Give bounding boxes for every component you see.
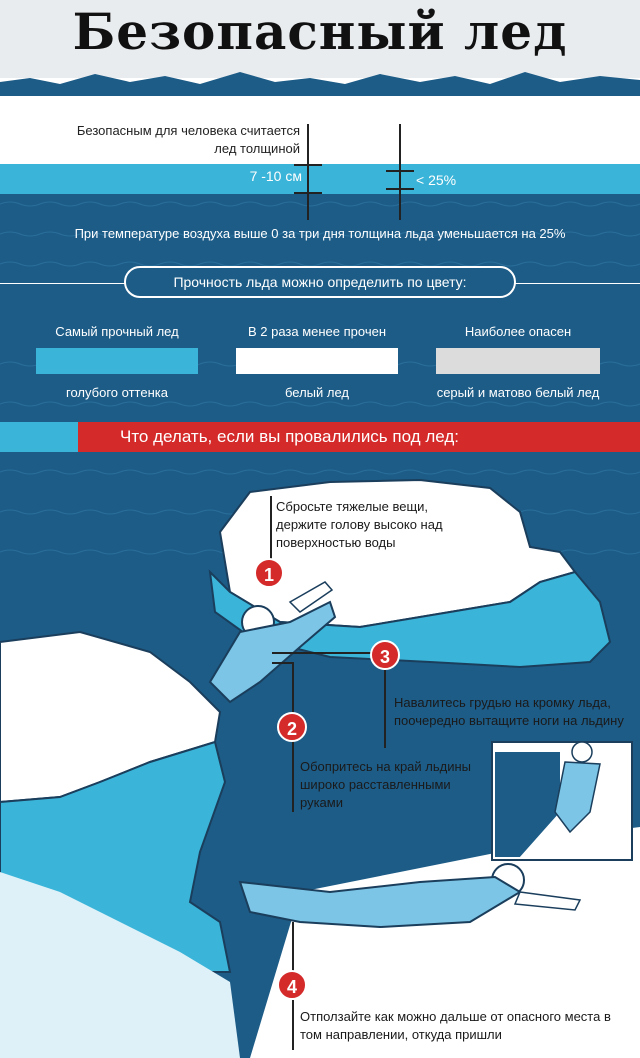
thickness-marker-line-1 (307, 124, 309, 220)
thickness-marker-line-2 (399, 124, 401, 220)
thickness-value: 7 -10 см (249, 168, 302, 184)
page-title: Безопасный лед (72, 2, 568, 61)
step-4-text: Отползайте как можно дальше от опасного места в том направлении, откуда пришли (300, 1009, 611, 1042)
step-3-text: Навалитесь грудью на кромку льда, поочередно вытащите ноги на льдину (394, 695, 624, 728)
thickness-intro: Безопасным для человека считается лед толщиной (76, 123, 300, 156)
step-1-text: Сбросьте тяжелые вещи, держите голову высоко над поверхностью воды (276, 499, 443, 550)
step-2-badge: 2 (277, 712, 307, 742)
step-3-leader-v (384, 670, 386, 748)
color-heading: Прочность льда можно определить по цвету: (173, 274, 467, 290)
thickness-tick-bottom-2 (386, 188, 414, 190)
mountain-silhouette (0, 62, 640, 96)
step-3-leader-h (272, 652, 384, 654)
step-1-leader (270, 496, 272, 560)
ice-band (0, 164, 640, 194)
thickness-reduction: < 25% (416, 172, 457, 188)
step-4-leader-bottom (292, 1000, 294, 1050)
thickness-tick-top-1 (294, 164, 322, 166)
step-2-leader-h (272, 662, 294, 664)
swatch-caption-3: серый и матово белый лед (436, 385, 600, 400)
step-2-leader-top (292, 662, 294, 712)
step-1-badge: 1 (254, 558, 284, 588)
swatch-grey (436, 348, 600, 374)
thickness-tick-bottom-1 (294, 192, 322, 194)
color-heading-pill (124, 266, 516, 298)
banner-text: Что делать, если вы провалились под лед: (120, 427, 459, 446)
thickness-tick-top-2 (386, 170, 414, 172)
banner-red (78, 422, 640, 452)
step-2-text: Обопритесь на край льдины широко расставленными руками (300, 759, 472, 810)
swatch-blue (36, 348, 198, 374)
swatch-white (236, 348, 398, 374)
swatch-caption-2: белый лед (284, 385, 350, 400)
step-2-leader-bottom (292, 742, 294, 812)
swatch-label-3: Наиболее опасен (464, 324, 572, 339)
thickness-note: При температуре воздуха выше 0 за три дня толщина льда уменьшается на 25% (74, 226, 566, 241)
swatch-label-2: В 2 раза менее прочен (247, 324, 387, 339)
step-4-leader-top (292, 922, 294, 972)
step-4-badge: 4 (277, 970, 307, 1000)
swatch-label-1: Самый прочный лед (55, 324, 179, 339)
step-3-badge: 3 (370, 640, 400, 670)
swatch-caption-1: голубого оттенка (66, 385, 168, 400)
